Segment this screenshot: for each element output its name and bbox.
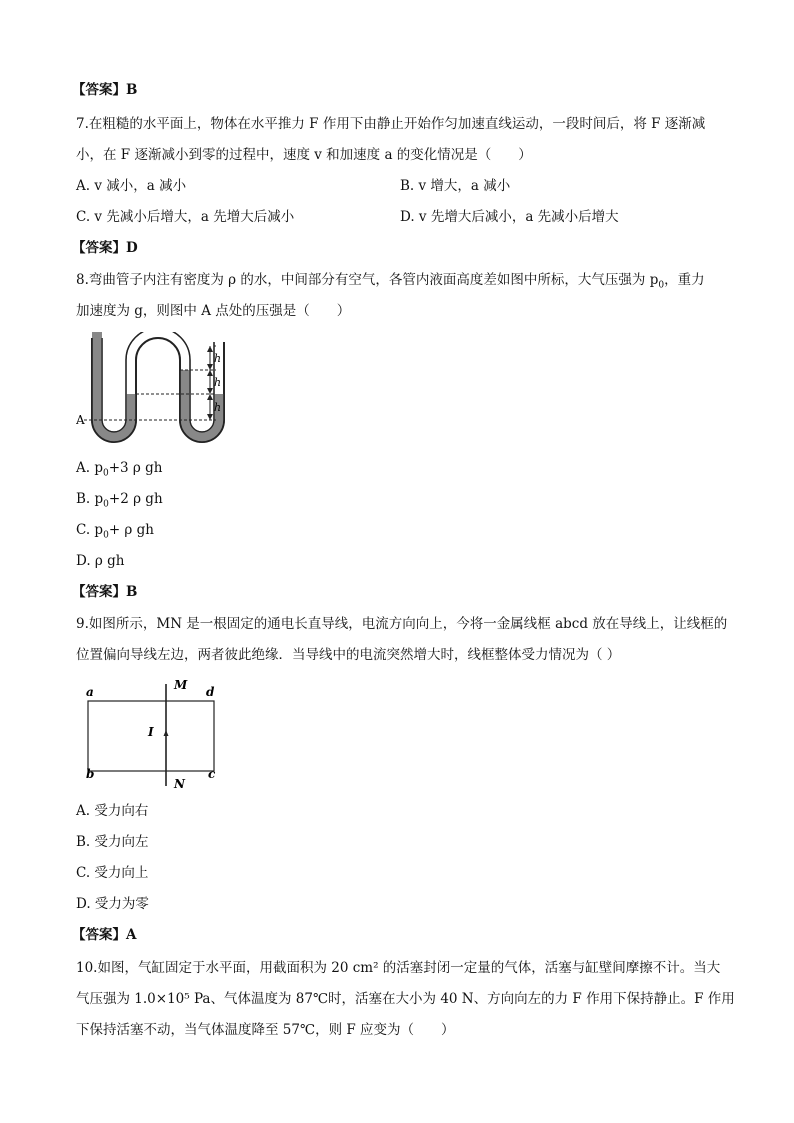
q8-option-b: B. $p_0+2$ ρ gh	[76, 491, 163, 510]
q7-stem-line1: 7.在粗糙的水平面上，物体在水平推力 F 作用下由静止开始作匀加速直线运动，一段时间后，将 F 逐渐减	[76, 116, 706, 132]
u-tube-figure	[76, 332, 226, 444]
q8-stem-line1: 8.弯曲管子内注有密度为 ρ 的水，中间部分有空气，各管内液面高度差如图中所标，大气压强为 $p_0$，重力	[76, 272, 705, 291]
answer-7: 【答案】D	[72, 240, 138, 256]
corner-b-label: b	[86, 767, 95, 781]
current-i-label: I	[148, 725, 154, 739]
q9-option-c: C. 受力向上	[76, 865, 149, 881]
h-label-2: h	[214, 376, 222, 389]
answer-6: 【答案】B	[72, 82, 138, 98]
wire-loop-figure	[84, 676, 234, 791]
answer-8: 【答案】B	[72, 584, 138, 600]
h-label-3: h	[214, 401, 222, 414]
q7-option-c: C. v 先减小后增大，a 先增大后减小	[76, 209, 295, 225]
q10-stem-line1: 10.如图，气缸固定于水平面，用截面积为 20 cm² 的活塞封闭一定量的气体，活塞与缸壁间摩擦不计。当大	[76, 960, 721, 976]
q9-option-b: B. 受力向左	[76, 834, 149, 850]
q10-stem-line2: 气压强为 1.0×10⁵ Pa、气体温度为 87℃时，活塞在大小为 40 N、方向向左的力 F 作用下保持静止。F 作用	[76, 991, 735, 1007]
q8-option-a: A. $p_0+3$ ρ gh	[76, 460, 163, 479]
wire-n-label: N	[174, 777, 185, 791]
q9-stem-line1: 9.如图所示，MN 是一根固定的通电长直导线，电流方向向上，今将一金属线框 abcd 放在导线上，让线框的	[76, 616, 728, 632]
q8-option-c: C. $p_0+ \rho$ gh	[76, 522, 154, 541]
q8-option-d: D. ρ gh	[76, 553, 125, 569]
h-label-1: h	[214, 352, 222, 365]
answer-9: 【答案】A	[72, 927, 137, 943]
q8-stem-line2: 加速度为 g，则图中 A 点处的压强是（ ）	[76, 303, 351, 319]
q7-stem-line2: 小，在 F 逐渐减小到零的过程中，速度 v 和加速度 a 的变化情况是（ ）	[76, 147, 532, 163]
q9-option-a: A. 受力向右	[76, 803, 149, 819]
corner-d-label: d	[206, 685, 215, 699]
q9-stem-line2: 位置偏向导线左边，两者彼此绝缘．当导线中的电流突然增大时，线框整体受力情况为（ ）	[76, 647, 621, 663]
q7-option-a: A. v 减小，a 减小	[76, 178, 187, 194]
q10-stem-line3: 下保持活塞不动，当气体温度降至 57℃，则 F 应变为（ ）	[76, 1022, 455, 1038]
q9-option-d: D. 受力为零	[76, 896, 149, 912]
q7-option-d: D. v 先增大后减小，a 先减小后增大	[400, 209, 619, 225]
point-a-label: A	[76, 413, 85, 427]
corner-a-label: a	[86, 685, 94, 699]
corner-c-label: c	[208, 767, 216, 781]
wire-m-label: M	[174, 678, 188, 692]
q7-option-b: B. v 增大，a 减小	[400, 178, 511, 194]
